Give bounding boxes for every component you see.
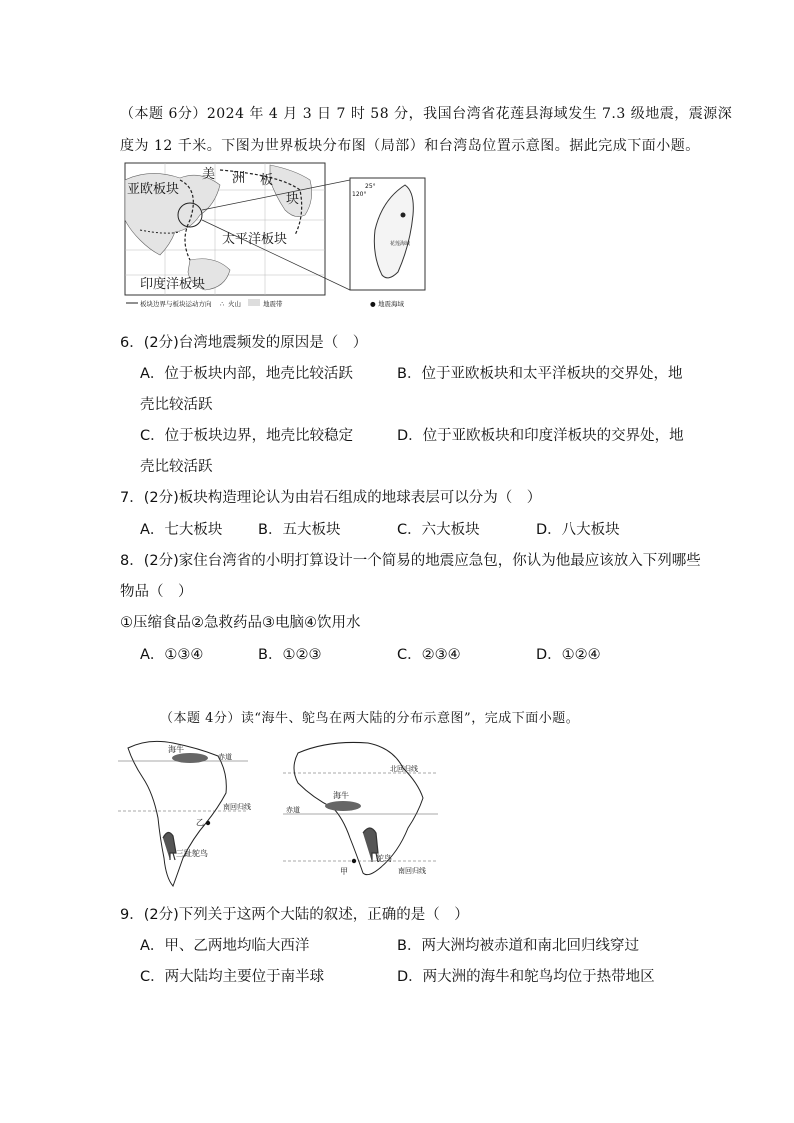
q6-option-a[interactable]: A．位于板块内部，地壳比较活跃 (140, 366, 353, 382)
hualien-epicenter-dot (401, 213, 406, 218)
label-manatee-sa: 海牛 (168, 745, 184, 754)
q9-option-c[interactable]: C．两大陆均主要位于南半球 (140, 969, 325, 985)
label-lat: 25° (365, 183, 376, 190)
legend-quake-text: 地震带 (263, 300, 283, 308)
q6-option-d-cont: 壳比较活跃 (140, 459, 213, 475)
q8-stem: 8．(2分)家住台湾省的小明打算设计一个简易的地震应急包，你认为他最应该放入下列哪些 (120, 553, 701, 569)
legend-boundary-text: 板块边界与板块运动方向 (140, 300, 212, 308)
q6-option-d[interactable]: D．位于亚欧板块和印度洋板块的交界处，地 (397, 428, 684, 444)
label-indo-plate: 印度洋板块 (140, 277, 206, 292)
q9-option-a[interactable]: A．甲、乙两地均临大西洋 (140, 938, 310, 954)
q9-option-b[interactable]: B．两大洲均被赤道和南北回归线穿过 (397, 938, 639, 954)
label-america-3: 板 (260, 173, 274, 188)
continents-figure (118, 728, 438, 888)
q7-option-a[interactable]: A．七大板块 (140, 522, 223, 538)
jia-location-dot (352, 859, 356, 863)
label-tropic-south-af: 南回归线 (398, 867, 426, 875)
label-hualien: 花莲海域 (390, 241, 411, 247)
south-america-map (118, 741, 251, 886)
label-jia: 甲 (340, 867, 348, 876)
label-pacific-plate: 太平洋板块 (222, 232, 288, 247)
q6-stem: 6．(2分)台湾地震频发的原因是（ ） (120, 335, 368, 351)
q8-option-c[interactable]: C．②③④ (397, 647, 461, 663)
label-eurasian-plate: 亚欧板块 (127, 182, 180, 197)
q8-stem-cont: 物品（ ） (120, 584, 193, 600)
legend-volcano-text: 火山 (228, 300, 241, 308)
q8-option-b[interactable]: B．①②③ (258, 647, 322, 663)
legend-epicenter-text: 地震海域 (378, 300, 404, 308)
label-america-1: 美 (202, 167, 216, 182)
q7-option-d[interactable]: D．八大板块 (536, 522, 620, 538)
q8-items: ①压缩食品②急救药品③电脑④饮用水 (120, 615, 361, 631)
section1-intro-line1: （本题 6分）2024 年 4 月 3 日 7 时 58 分，我国台湾省花莲县海域发生 7.3 级地震，震源深 (120, 106, 733, 122)
q9-option-d[interactable]: D．两大洲的海牛和鸵鸟均位于热带地区 (397, 969, 655, 985)
plate-map-figure (120, 160, 430, 308)
manatee-af-icon (325, 801, 361, 811)
label-yi: 乙 (196, 818, 204, 827)
q7-option-c[interactable]: C．六大板块 (397, 522, 480, 538)
label-manatee-af: 海牛 (333, 791, 349, 800)
q6-option-b[interactable]: B．位于亚欧板块和太平洋板块的交界处，地 (397, 366, 683, 382)
label-equator-af: 赤道 (286, 806, 300, 814)
q8-option-a[interactable]: A．①③④ (140, 647, 204, 663)
label-equator-sa: 赤道 (218, 753, 232, 761)
label-america-2: 洲 (232, 171, 246, 186)
manatee-sa-icon (172, 753, 208, 763)
label-tropic-sa: 南回归线 (223, 803, 251, 811)
section1-intro-line2: 度为 12 千米。下图为世界板块分布图（局部）和台湾岛位置示意图。据此完成下面小题。 (120, 138, 700, 154)
q6-option-b-cont: 壳比较活跃 (140, 397, 213, 413)
africa-map (283, 742, 438, 876)
q9-stem: 9．(2分)下列关于这两个大陆的叙述，正确的是（ ） (120, 907, 469, 923)
section2-intro: （本题 4分）读“海牛、鸵鸟在两大陆的分布示意图”，完成下面小题。 (160, 711, 580, 726)
volcano-icon: ∴ (220, 300, 225, 308)
label-tropic-north-af: 北回归线 (390, 765, 418, 773)
q6-option-c[interactable]: C．位于板块边界，地壳比较稳定 (140, 428, 354, 444)
epicenter-pin-icon: ● (370, 300, 376, 308)
yi-location-dot (206, 821, 210, 825)
q7-option-b[interactable]: B．五大板块 (258, 522, 341, 538)
label-america-4: 块 (286, 192, 300, 207)
label-rhea: 三趾鸵鸟 (176, 849, 208, 858)
legend-quake-swatch (248, 299, 260, 306)
label-lon: 120° (352, 191, 367, 198)
q8-option-d[interactable]: D．①②④ (536, 647, 601, 663)
q7-stem: 7．(2分)板块构造理论认为由岩石组成的地球表层可以分为（ ） (120, 490, 542, 506)
label-ostrich: 鸵鸟 (376, 854, 392, 863)
